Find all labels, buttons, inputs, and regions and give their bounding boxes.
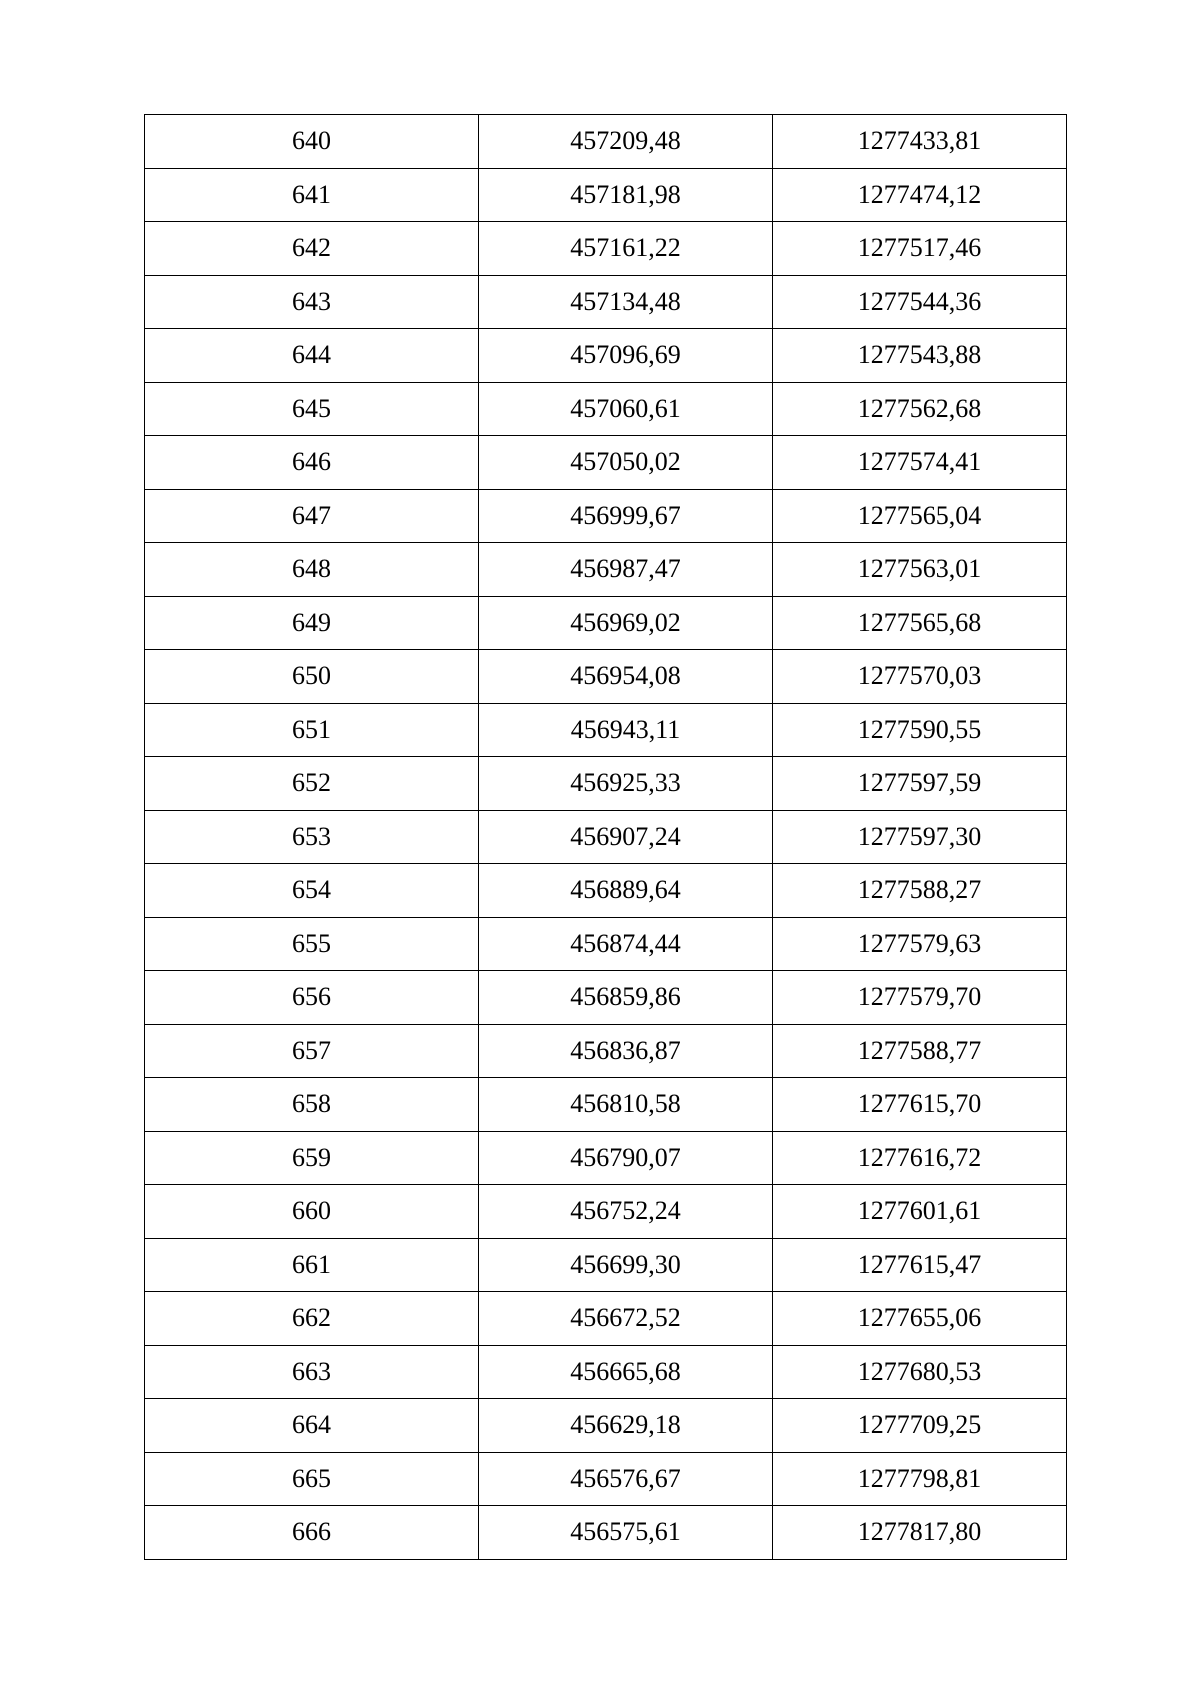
x-coordinate-cell: 457060,61 bbox=[479, 382, 773, 436]
x-coordinate-cell: 456752,24 bbox=[479, 1185, 773, 1239]
table-row bbox=[145, 382, 1067, 436]
point-number-cell: 647 bbox=[145, 489, 479, 543]
table-row bbox=[145, 1345, 1067, 1399]
x-coordinate-cell: 456999,67 bbox=[479, 489, 773, 543]
point-number-cell: 665 bbox=[145, 1452, 479, 1506]
y-coordinate-cell: 1277817,80 bbox=[773, 1506, 1067, 1560]
y-coordinate-cell: 1277615,47 bbox=[773, 1238, 1067, 1292]
x-coordinate-cell: 457209,48 bbox=[479, 115, 773, 169]
y-coordinate-cell: 1277655,06 bbox=[773, 1292, 1067, 1346]
x-coordinate-cell: 456629,18 bbox=[479, 1399, 773, 1453]
table-row bbox=[145, 757, 1067, 811]
table-row bbox=[145, 703, 1067, 757]
table-row bbox=[145, 1185, 1067, 1239]
x-coordinate-cell: 457096,69 bbox=[479, 329, 773, 383]
y-coordinate-cell: 1277570,03 bbox=[773, 650, 1067, 704]
point-number-cell: 661 bbox=[145, 1238, 479, 1292]
y-coordinate-cell: 1277616,72 bbox=[773, 1131, 1067, 1185]
table-row bbox=[145, 222, 1067, 276]
table-row bbox=[145, 917, 1067, 971]
table-row bbox=[145, 596, 1067, 650]
y-coordinate-cell: 1277579,63 bbox=[773, 917, 1067, 971]
y-coordinate-cell: 1277563,01 bbox=[773, 543, 1067, 597]
x-coordinate-cell: 457181,98 bbox=[479, 168, 773, 222]
point-number-cell: 644 bbox=[145, 329, 479, 383]
table-row bbox=[145, 1452, 1067, 1506]
y-coordinate-cell: 1277544,36 bbox=[773, 275, 1067, 329]
y-coordinate-cell: 1277680,53 bbox=[773, 1345, 1067, 1399]
table-row bbox=[145, 489, 1067, 543]
point-number-cell: 666 bbox=[145, 1506, 479, 1560]
x-coordinate-cell: 456810,58 bbox=[479, 1078, 773, 1132]
x-coordinate-cell: 456943,11 bbox=[479, 703, 773, 757]
point-number-cell: 659 bbox=[145, 1131, 479, 1185]
y-coordinate-cell: 1277565,04 bbox=[773, 489, 1067, 543]
table-row bbox=[145, 1238, 1067, 1292]
table-row bbox=[145, 971, 1067, 1025]
point-number-cell: 651 bbox=[145, 703, 479, 757]
x-coordinate-cell: 456954,08 bbox=[479, 650, 773, 704]
y-coordinate-cell: 1277615,70 bbox=[773, 1078, 1067, 1132]
y-coordinate-cell: 1277597,59 bbox=[773, 757, 1067, 811]
point-number-cell: 650 bbox=[145, 650, 479, 704]
x-coordinate-cell: 457134,48 bbox=[479, 275, 773, 329]
table-row bbox=[145, 810, 1067, 864]
point-number-cell: 643 bbox=[145, 275, 479, 329]
table-row bbox=[145, 1024, 1067, 1078]
point-number-cell: 663 bbox=[145, 1345, 479, 1399]
point-number-cell: 656 bbox=[145, 971, 479, 1025]
y-coordinate-cell: 1277565,68 bbox=[773, 596, 1067, 650]
x-coordinate-cell: 456575,61 bbox=[479, 1506, 773, 1560]
x-coordinate-cell: 457161,22 bbox=[479, 222, 773, 276]
x-coordinate-cell: 456859,86 bbox=[479, 971, 773, 1025]
y-coordinate-cell: 1277590,55 bbox=[773, 703, 1067, 757]
point-number-cell: 641 bbox=[145, 168, 479, 222]
table-row bbox=[145, 1506, 1067, 1560]
x-coordinate-cell: 456665,68 bbox=[479, 1345, 773, 1399]
x-coordinate-cell: 456699,30 bbox=[479, 1238, 773, 1292]
point-number-cell: 652 bbox=[145, 757, 479, 811]
table-row bbox=[145, 864, 1067, 918]
table-row bbox=[145, 1399, 1067, 1453]
y-coordinate-cell: 1277588,77 bbox=[773, 1024, 1067, 1078]
coordinates-table-body bbox=[145, 115, 1067, 1560]
point-number-cell: 658 bbox=[145, 1078, 479, 1132]
x-coordinate-cell: 456969,02 bbox=[479, 596, 773, 650]
x-coordinate-cell: 456836,87 bbox=[479, 1024, 773, 1078]
point-number-cell: 648 bbox=[145, 543, 479, 597]
x-coordinate-cell: 456925,33 bbox=[479, 757, 773, 811]
y-coordinate-cell: 1277543,88 bbox=[773, 329, 1067, 383]
x-coordinate-cell: 456672,52 bbox=[479, 1292, 773, 1346]
x-coordinate-cell: 456987,47 bbox=[479, 543, 773, 597]
point-number-cell: 653 bbox=[145, 810, 479, 864]
y-coordinate-cell: 1277562,68 bbox=[773, 382, 1067, 436]
x-coordinate-cell: 456576,67 bbox=[479, 1452, 773, 1506]
coordinates-table bbox=[144, 114, 1067, 1560]
x-coordinate-cell: 456907,24 bbox=[479, 810, 773, 864]
y-coordinate-cell: 1277601,61 bbox=[773, 1185, 1067, 1239]
table-row bbox=[145, 329, 1067, 383]
y-coordinate-cell: 1277588,27 bbox=[773, 864, 1067, 918]
y-coordinate-cell: 1277597,30 bbox=[773, 810, 1067, 864]
point-number-cell: 662 bbox=[145, 1292, 479, 1346]
point-number-cell: 640 bbox=[145, 115, 479, 169]
point-number-cell: 664 bbox=[145, 1399, 479, 1453]
point-number-cell: 660 bbox=[145, 1185, 479, 1239]
table-row bbox=[145, 275, 1067, 329]
x-coordinate-cell: 457050,02 bbox=[479, 436, 773, 490]
table-row bbox=[145, 543, 1067, 597]
x-coordinate-cell: 456790,07 bbox=[479, 1131, 773, 1185]
point-number-cell: 649 bbox=[145, 596, 479, 650]
table-row bbox=[145, 115, 1067, 169]
y-coordinate-cell: 1277579,70 bbox=[773, 971, 1067, 1025]
table-row bbox=[145, 1292, 1067, 1346]
table-row bbox=[145, 650, 1067, 704]
y-coordinate-cell: 1277574,41 bbox=[773, 436, 1067, 490]
x-coordinate-cell: 456889,64 bbox=[479, 864, 773, 918]
y-coordinate-cell: 1277474,12 bbox=[773, 168, 1067, 222]
y-coordinate-cell: 1277798,81 bbox=[773, 1452, 1067, 1506]
point-number-cell: 654 bbox=[145, 864, 479, 918]
point-number-cell: 655 bbox=[145, 917, 479, 971]
y-coordinate-cell: 1277709,25 bbox=[773, 1399, 1067, 1453]
y-coordinate-cell: 1277517,46 bbox=[773, 222, 1067, 276]
table-row bbox=[145, 436, 1067, 490]
point-number-cell: 642 bbox=[145, 222, 479, 276]
point-number-cell: 657 bbox=[145, 1024, 479, 1078]
table-row bbox=[145, 168, 1067, 222]
point-number-cell: 645 bbox=[145, 382, 479, 436]
table-row bbox=[145, 1078, 1067, 1132]
y-coordinate-cell: 1277433,81 bbox=[773, 115, 1067, 169]
point-number-cell: 646 bbox=[145, 436, 479, 490]
x-coordinate-cell: 456874,44 bbox=[479, 917, 773, 971]
table-row bbox=[145, 1131, 1067, 1185]
